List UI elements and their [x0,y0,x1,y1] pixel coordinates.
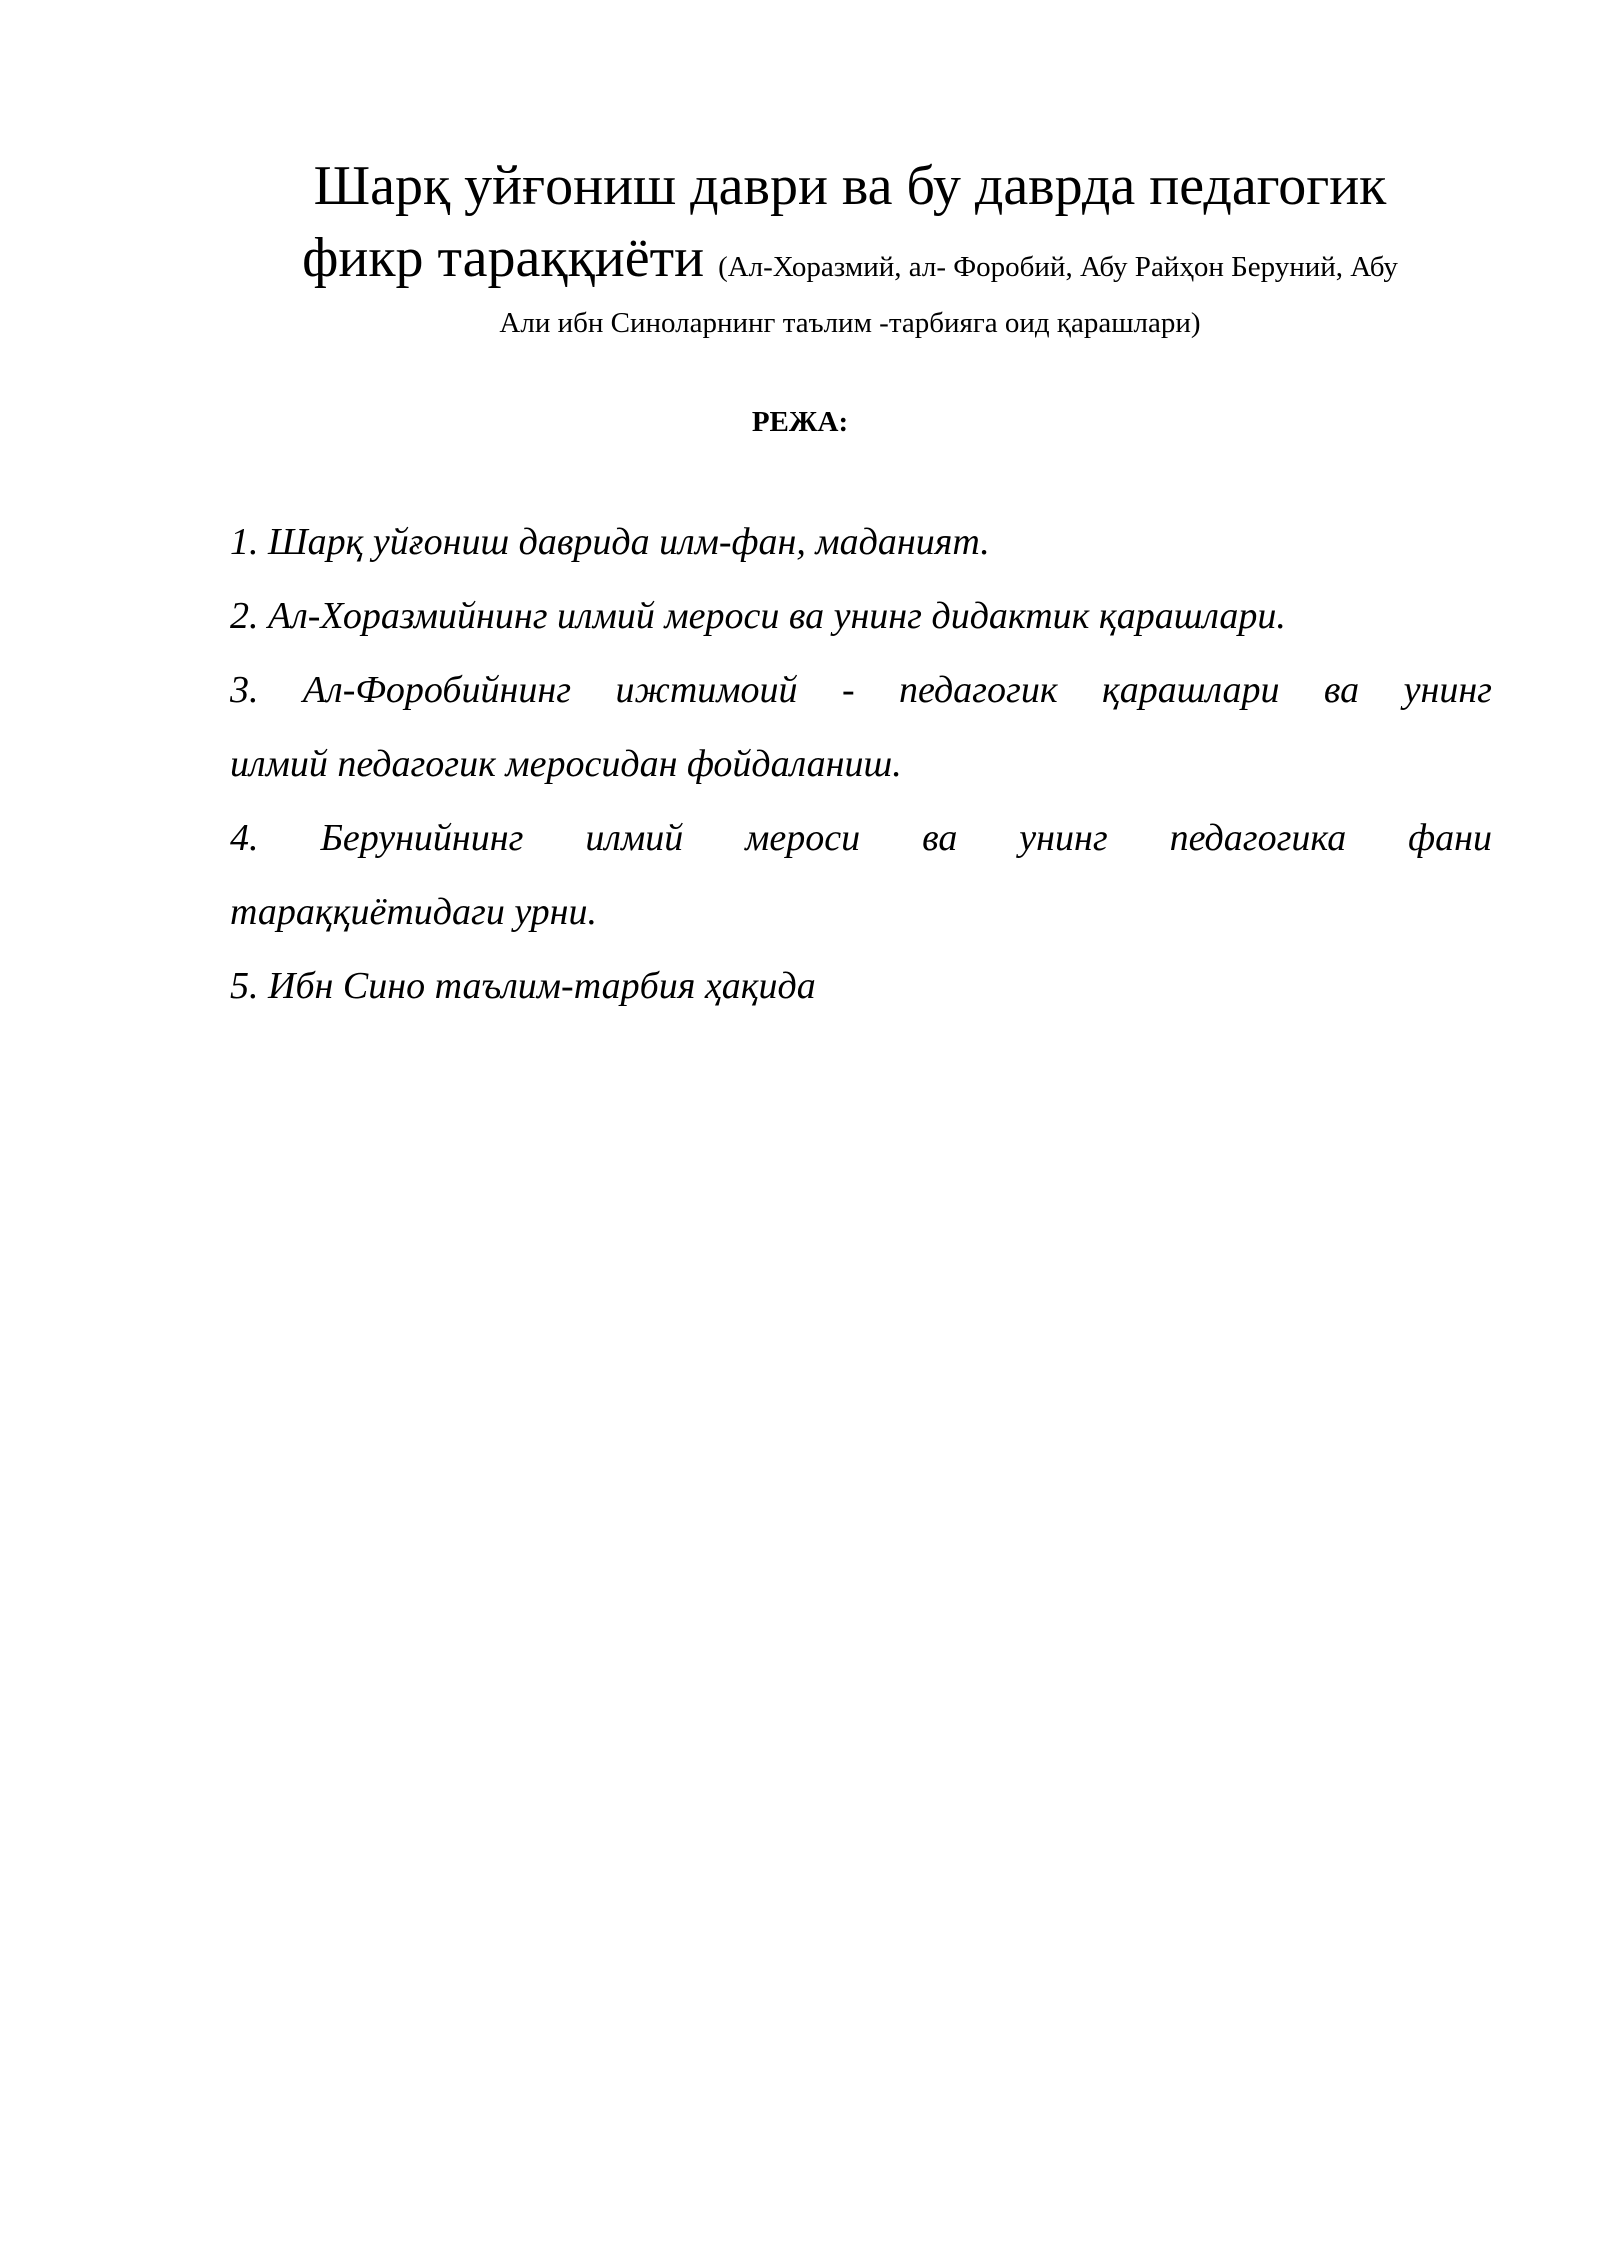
plan-item-1: 1. Шарқ уйғониш даврида илм-фан, маданият. [230,521,990,563]
plan-item-3-line-2: илмий педагогик меросидан фойдаланиш. [230,743,902,785]
title-subtitle-text: (Ал-Хоразмий, ал- Форобий, Абу Райҳон Беруний, Абу [718,251,1398,283]
plan-item-4-line-1: 4. Берунийнинг илмий мероси ва унинг педагогика фани [230,817,1492,859]
plan-item-3 [230,653,1492,801]
plan-heading: РЕЖА: [751,406,849,438]
plan-list [230,505,1492,1023]
document-title [220,150,1480,343]
title-line-1: Шарқ уйғониш даври ва бу даврда педагогик [313,155,1387,217]
plan-item-5: 5. Ибн Сино таълим-тарбия ҳақида [230,965,816,1007]
plan-item-3-line-1: 3. Ал-Форобийнинг ижтимоий - педагогик қарашлари ва унинг [230,669,1492,711]
title-line-2 [220,222,1480,303]
plan-item-4 [230,801,1492,949]
plan-item-4-line-2: тараққиётидаги урни. [230,891,598,933]
title-line-3: Али ибн Синоларнинг таълим -тарбияга оид қарашлари) [499,307,1201,339]
title-main-text: фикр тараққиёти [302,227,705,289]
plan-item-2: 2. Ал-Хоразмийнинг илмий мероси ва унинг дидактик қарашлари. [230,595,1286,637]
